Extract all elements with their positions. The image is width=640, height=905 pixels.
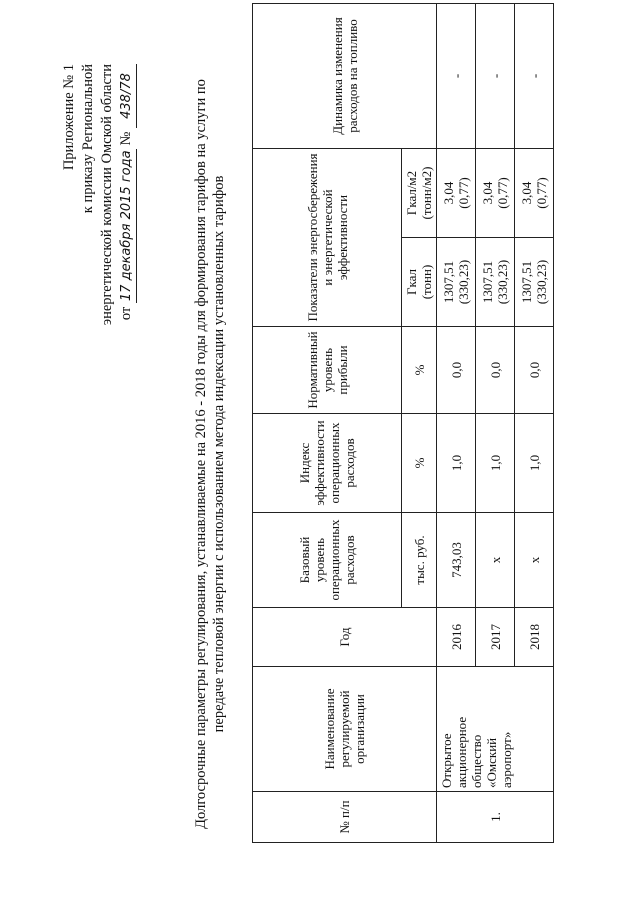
header-organization: Наименование регулируемой организации bbox=[253, 667, 437, 792]
cell-year: 2018 bbox=[515, 608, 554, 667]
cell-dynamics: - bbox=[515, 4, 554, 149]
title-line-1: Долгосрочные параметры регулирования, устанавливаемые на 2016 - 2018 годы для формирования тарифов на услуги по bbox=[193, 79, 209, 829]
cell-energy-2: 3,04 (0,77) bbox=[515, 149, 554, 238]
cell-energy-1: 1307,51 (330,23) bbox=[437, 238, 476, 327]
cell-year: 2017 bbox=[476, 608, 515, 667]
unit-index: % bbox=[402, 414, 437, 513]
cell-base: x bbox=[476, 513, 515, 608]
cell-energy-2: 3,04 (0,77) bbox=[437, 149, 476, 238]
cell-index: 1,0 bbox=[437, 414, 476, 513]
parameters-table bbox=[252, 3, 554, 843]
appendix-commission-line: энергетической комиссии Омской области bbox=[99, 64, 115, 326]
header-base-level: Базовый уровень операционных расходов bbox=[253, 513, 402, 608]
cell-profit: 0,0 bbox=[515, 327, 554, 414]
cell-energy-1: 1307,51 (330,23) bbox=[476, 238, 515, 327]
cell-dynamics: - bbox=[476, 4, 515, 149]
organization-name: Открытое акционерное общество «Омский аэропорт» bbox=[437, 667, 554, 792]
unit-energy-2: Гкал/м2 (тонн/м2) bbox=[402, 149, 437, 238]
header-energy-saving: Показатели энергосбережения и энергетической эффективности bbox=[253, 149, 402, 327]
header-efficiency-index: Индекс эффективности операционных расходов bbox=[253, 414, 402, 513]
unit-profit: % bbox=[402, 327, 437, 414]
unit-base: тыс. руб. bbox=[402, 513, 437, 608]
cell-index: 1,0 bbox=[515, 414, 554, 513]
header-fuel-dynamics: Динамика изменения расходов на топливо bbox=[253, 4, 437, 149]
cell-dynamics: - bbox=[437, 4, 476, 149]
header-number: № п/п bbox=[253, 792, 437, 843]
cell-index: 1,0 bbox=[476, 414, 515, 513]
handwritten-date: 17 декабря 2015 года bbox=[117, 149, 137, 303]
unit-energy-1: Гкал (тонн) bbox=[402, 238, 437, 327]
cell-energy-1: 1307,51 (330,23) bbox=[515, 238, 554, 327]
cell-profit: 0,0 bbox=[476, 327, 515, 414]
cell-base: x bbox=[515, 513, 554, 608]
handwritten-order-number: 438/78 bbox=[117, 64, 137, 128]
cell-base: 743,03 bbox=[437, 513, 476, 608]
table-row bbox=[437, 4, 476, 843]
appendix-order-line: к приказу Региональной bbox=[80, 64, 96, 214]
appendix-number: Приложение № 1 bbox=[61, 64, 77, 171]
appendix-header bbox=[60, 64, 137, 424]
document-title bbox=[192, 39, 228, 869]
row-number: 1. bbox=[437, 792, 554, 843]
header-normative-profit: Нормативный уровень прибыли bbox=[253, 327, 402, 414]
cell-year: 2016 bbox=[437, 608, 476, 667]
cell-energy-2: 3,04 (0,77) bbox=[476, 149, 515, 238]
table-header-row bbox=[253, 4, 402, 843]
header-year: Год bbox=[253, 608, 437, 667]
appendix-date-line: от 17 декабря 2015 года № 438/78 bbox=[117, 64, 137, 424]
title-line-2: передаче тепловой энергии с использованием метода индексации установленных тарифов bbox=[211, 175, 227, 733]
cell-profit: 0,0 bbox=[437, 327, 476, 414]
